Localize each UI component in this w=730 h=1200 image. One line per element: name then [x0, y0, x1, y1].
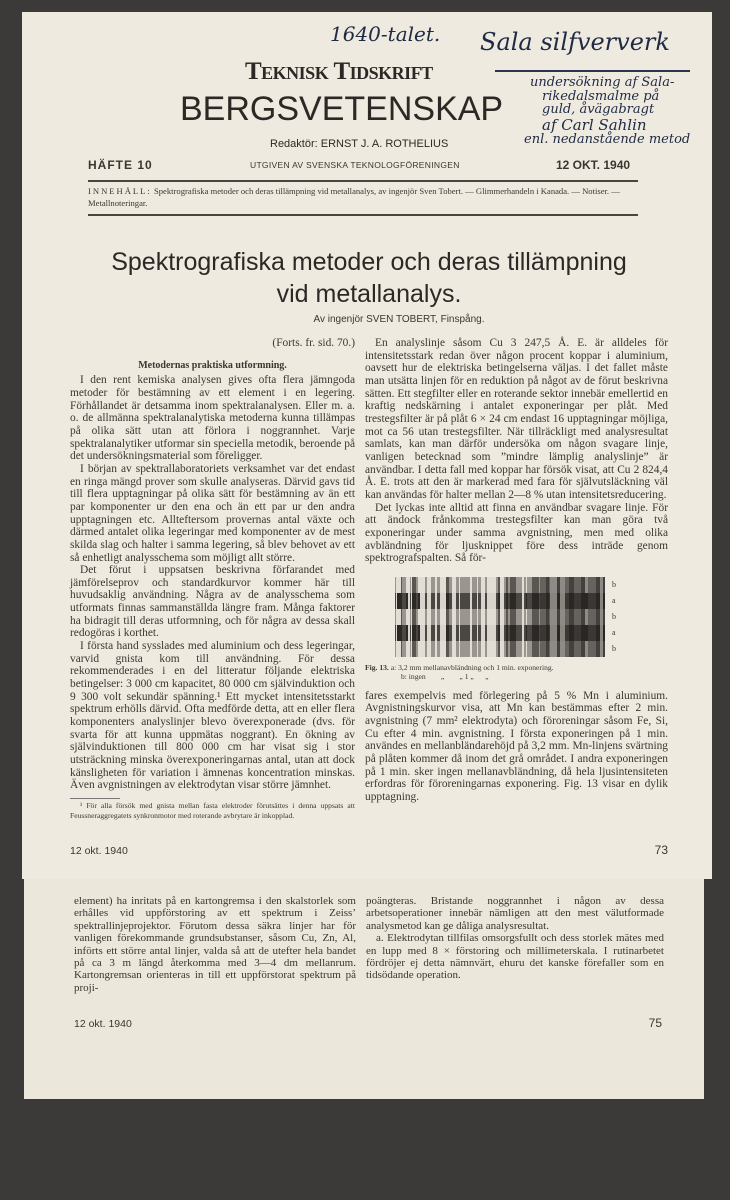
spectral-line: [488, 609, 493, 625]
spectral-line: [440, 625, 443, 641]
journal-title: Teknisk Tidskrift: [245, 58, 433, 85]
left-column: [70, 337, 355, 821]
spectral-line: [420, 641, 425, 657]
spectral-line: [488, 577, 493, 593]
spectral-line: [522, 625, 525, 641]
spectral-line: [412, 609, 413, 625]
spectral-line: [459, 609, 460, 625]
spectral-line: [488, 593, 493, 609]
paragraph: fares exempelvis med förlegering på 5 % Mn i aluminium. Avgnistningskurvor visa, att Mn kan bestämmas efter 2 min. avgnistning (7 mm² elektrodyta) och föroreningar såsom Fe, Si, Cu efter 4 min. avgnistning. I första exponeringen på 1 min. användes en mellanbländarehöjd på 3,2 mm. Mn-linjens svärtning på plåten kommer då inom det grå området. I andra exponeringen på 1 min. sker ingen mellanavbländning, då hela ljusintensiteten erfordras för föroreningarnas exponering. Fig. 13 visar en dylik upptagning.: [365, 689, 668, 804]
spectral-line: [406, 609, 408, 625]
main-page-sheet: [22, 222, 712, 879]
spectral-line: [440, 577, 443, 593]
spectral-line: [397, 625, 401, 641]
footnote-rule: [70, 798, 120, 799]
spectral-line: [440, 593, 443, 609]
spectral-line: [500, 625, 505, 641]
spectral-line: [427, 625, 431, 641]
lower-left-column: [74, 895, 356, 994]
spectral-line: [498, 641, 499, 657]
spectral-line: [488, 625, 493, 641]
spectral-line: [427, 641, 431, 657]
caption-label: Fig. 13.: [365, 662, 389, 672]
spectral-line: [420, 577, 425, 593]
spectral-line: [498, 593, 499, 609]
handwritten-underline: [495, 70, 690, 72]
footer-date: 12 okt. 1940: [70, 844, 128, 857]
page-number: 73: [654, 842, 668, 857]
lower-footer-date: 12 okt. 1940: [74, 1018, 132, 1031]
spectral-line: [406, 577, 408, 593]
handwritten-line: rikedalsmalme på: [542, 88, 660, 104]
spectral-line: [512, 577, 516, 593]
contents-block: [88, 185, 638, 209]
issue-date: 12 OKT. 1940: [556, 158, 631, 172]
spectral-line: [537, 577, 539, 593]
spectral-line: [522, 609, 525, 625]
paragraph: I början av spektrallaboratoriets verksamhet var det endast en ringa mängd prover som skulle analyseras. Därvid gavs tid till flera upptagningar på olika sätt för bestämning av än ett par komponenter ur den ena och än ett par ur den andra upptagningen etc. Allteftersom provernas antal växte och därmed antalet olika legeringar med komponenter av de mest skilda slag och halter i samma legering, så blev behovet av ett så enhetligt analysschema som möjligt allt större.: [70, 462, 355, 564]
spectral-line: [406, 593, 408, 609]
spectral-line: [420, 593, 425, 609]
spectral-line: [526, 641, 527, 657]
paragraph: element) ha inritats på en kartongremsa i den skalstorlek som erhålles vid uppförstoring av ett spektrum i Zeiss’ spektrallinjeprojektor. Förutom dessa säkra linjer har för vanligen förekommande grundsubstanser, såsom Cu, Zn, Al, införts ett större antal linjer, valda så att de utefter hela bandet på ca 3 m längd återkomma med 3—4 dm mellanrum. Kartongremsan orienteras in till ett uppförstorat spektrum på proji-: [74, 894, 356, 994]
spectral-line: [506, 609, 508, 625]
band-label: b: [612, 643, 616, 653]
lower-page-number: 75: [648, 1016, 662, 1031]
page-footer: [70, 843, 668, 857]
spectral-line: [443, 625, 445, 641]
spectral-line: [452, 609, 456, 625]
spectral-line: [498, 577, 499, 593]
spectral-line: [427, 577, 431, 593]
paragraph: poängteras. Bristande noggrannhet i någon av dessa arbetsoperationer innebär nämligen att den mest välutformade analysmetod kan ge dåliga analysresultat.: [366, 894, 664, 932]
spectrogram-figure: [395, 577, 605, 657]
handwritten-line: undersökning af Sala-: [530, 75, 675, 90]
spectral-line: [522, 577, 525, 593]
spectral-line: [500, 641, 505, 657]
spectral-line: [452, 625, 456, 641]
band-label: a: [612, 627, 616, 637]
spectral-line: [526, 593, 527, 609]
spectral-line: [459, 625, 460, 641]
contents-text: Spektrografiska metoder och deras tillämpning vid metallanalys, av ingenjör Sven Tobert. — Glimmerhandeln i Kanada. — Notiser. — Metallnoteringar.: [88, 186, 620, 208]
handwritten-line: enl. nedanstående metod: [524, 131, 691, 147]
continued-note: (Forts. fr. sid. 70.): [272, 337, 355, 349]
issue-number: HÄFTE 10: [88, 158, 153, 172]
spectral-line: [498, 609, 499, 625]
spectral-line: [500, 593, 505, 609]
editor-line: Redaktör: ERNST J. A. ROTHELIUS: [270, 138, 449, 150]
handwritten-note-title: Sala silfververk: [480, 28, 670, 56]
handwritten-note-period: 1640-talet.: [330, 22, 441, 46]
spectral-line: [470, 625, 471, 641]
lower-right-column: [366, 895, 664, 982]
spectral-line: [470, 577, 471, 593]
spectral-line: [470, 609, 471, 625]
spectral-line: [435, 625, 438, 641]
spectral-line: [482, 593, 485, 609]
figure: [395, 577, 635, 657]
spectral-line: [459, 641, 460, 657]
spectral-line: [406, 641, 408, 657]
band-label: a: [612, 595, 616, 605]
spectral-line: [506, 577, 508, 593]
spectral-line: [498, 625, 499, 641]
spectral-line: [488, 641, 493, 657]
spectral-line: [435, 577, 438, 593]
spectral-line: [435, 609, 438, 625]
spectral-line: [522, 593, 525, 609]
article-byline: Av ingenjör SVEN TOBERT, Finspång.: [313, 314, 485, 325]
spectral-line: [459, 577, 460, 593]
handwritten-line: af Carl Sahlin: [542, 115, 647, 134]
handwritten-note-description: [524, 75, 691, 147]
article-title-line1: Spektrografiska metoder och deras tillämpning: [111, 248, 627, 276]
handwritten-line: guld, åvägabragt: [542, 102, 655, 117]
spectral-line: [506, 641, 508, 657]
spectral-line: [440, 609, 443, 625]
spectral-line: [443, 609, 445, 625]
spectral-line: [470, 593, 471, 609]
paragraph: I den rent kemiska analysen gives ofta flera jämngoda metoder för bestämning av ett element i en legering. Förhållandet är detsamma inom spektralanalysen. Eller m. a. o. de allmänna spektralanalytiska metoderna kunna tillämpas på olika sätt utan att förlora i noggrannhet. Varje spektralanalytiker utformar sin speciella metodik, beroende på det undersökningsmaterial som föreligger.: [70, 374, 355, 463]
spectral-line: [537, 625, 539, 641]
spectral-line: [537, 593, 539, 609]
spectral-line: [512, 625, 516, 641]
lower-columns: [74, 895, 662, 994]
masthead-rule-bottom: [88, 214, 638, 216]
paragraph: En analyslinje såsom Cu 3 247,5 Å. E. är alldeles för intensitetsstark redan över någon procent koppar i aluminium, oavsett hur de elektriska betingelserna väljas. I det fallet måste man utsätta linjen för en reduktion på något av de förut beskrivna sätten. Ett stegfilter eller en roterande sektor innebär emellertid en kraftig nedskärning i antalet exponeringar per plåt. Med trestegsfilter är på plåt 6 × 24 cm endast 16 upptagningar möjliga, mot ca 56 utan trestegsfilter. När tillräckligt med analysresultat samlats, kan man därför undersöka om någon svagare linje, vanligen betecknad som ”mindre lämplig analyslinje” är användbar. I detta fall med koppar har försök visat, att Cu 2 824,4 Å. E. trots att den är markerad med fara för självutsläckning väl kan användas för halter mellan 2—8 % utan intensitetsreducering.: [365, 337, 668, 501]
spectral-line: [526, 625, 527, 641]
spectral-line: [397, 593, 401, 609]
lower-page-sheet: [24, 879, 704, 1099]
spectral-line: [427, 609, 431, 625]
paragraph: Det förut i uppsatsen beskrivna förfarandet med jämförelseprov och standardkurvor kommer här till huvudsaklig användning. Några av de analysschema som utformats finnas sammanställda längre fram. Många faktorer ha bidragit till deras utformning, och för några av dessa skall redogöras i korthet.: [70, 564, 355, 640]
spectral-line: [506, 625, 508, 641]
paragraph: I första hand sysslades med aluminium och dess legeringar, varvid gnista kom till användning. För dessa rekommenderades i en del litteratur följande elektriska betingelser: 3 000 cm kapacitet, 80 000 cm självinduktion och 9 300 volt sekundär spänning.¹ Ett mycket intensitetsstarkt spektrum erhölls därvid. Ofta medförde detta, att en eller flera komponenters analyslinjer blevo överexponerade (dvs. för svarta för att kunna uppmätas noggrant). En ökning av självinduktionen till 800 000 cm har visat sig i stor utsträckning minska överexponeringarnas antal, utan att dock känsligheten för variation i ämnenas koncentration minskas. Även avgnistningen av elektrodytan visar större jämnhet.: [70, 640, 355, 792]
spectral-line: [537, 641, 539, 657]
spectral-line: [427, 593, 431, 609]
spectral-line: [397, 641, 401, 657]
spectral-line: [477, 609, 479, 625]
spectral-line: [452, 577, 456, 593]
footnote: ¹ För alla försök med gnista mellan fasta elektroder förutsättes i denna uppsats att Feussneraggregatets synkronmotor med roterande avbrytare är inkopplad.: [70, 800, 355, 820]
article-columns: [70, 337, 668, 821]
spectral-line: [537, 609, 539, 625]
lower-page-footer: [74, 1008, 662, 1030]
band-label: b: [612, 611, 616, 621]
paragraph: Det lyckas inte alltid att finna en användbar svagare linje. För att ändock frånkomma trestegsfilter kan man göra två exponeringar under samma avgnistning, men med olika avbländning för ljusknippet före dess inträde genom spektrografspalten. Så för-: [365, 501, 668, 565]
article-title-line2: vid metallanalys.: [276, 280, 462, 308]
spectral-line: [477, 577, 479, 593]
section-title: BERGSVETENSKAP: [180, 90, 504, 128]
spectral-line: [526, 609, 527, 625]
spectral-line: [452, 593, 456, 609]
band-label: b: [612, 579, 616, 589]
spectral-line: [470, 641, 471, 657]
paragraph: a. Elektrodytan tillfilas omsorgsfullt och dess storlek mätes med en lupp med 8 × förstoring och millimeterskala. I rutinarbetet fördröjer ej detta nämnvärt, ehuru det kanske förefaller som en tidsödande operation.: [366, 932, 664, 982]
spectral-line: [482, 625, 485, 641]
spectral-line: [526, 577, 527, 593]
subheading: Metodernas praktiska utformning.: [138, 359, 287, 371]
spectral-line: [452, 641, 456, 657]
spectral-line: [459, 593, 460, 609]
spectral-line: [477, 625, 479, 641]
caption-b: b: ingen „ „ 1 „ „: [401, 672, 489, 682]
publisher-line: UTGIVEN AV SVENSKA TEKNOLOGFÖRENINGEN: [250, 160, 460, 170]
figure-caption: [365, 663, 668, 682]
spectral-line: [435, 641, 438, 657]
spectral-line: [412, 577, 413, 593]
spectral-line: [500, 609, 505, 625]
spectral-line: [522, 641, 525, 657]
spectral-line: [512, 609, 516, 625]
pages-flow: [22, 222, 712, 1099]
spectral-line: [482, 577, 485, 593]
spectral-line: [435, 593, 438, 609]
spectral-line: [443, 577, 445, 593]
spectral-line: [477, 641, 479, 657]
spectral-line: [406, 625, 408, 641]
spectral-line: [512, 593, 516, 609]
spectral-line: [440, 641, 443, 657]
spectral-line: [500, 577, 505, 593]
spectral-line: [482, 609, 485, 625]
spectral-line: [420, 609, 425, 625]
caption-a: a: 3,2 mm mellanavbländning och 1 min. exponering.: [390, 662, 554, 672]
spectral-line: [397, 577, 401, 593]
spectrum-dark-region: [540, 577, 605, 657]
spectral-line: [482, 641, 485, 657]
spectral-line: [443, 593, 445, 609]
spectral-line: [412, 593, 413, 609]
spectral-line: [506, 593, 508, 609]
contents-label: INNEHÅLL:: [88, 186, 152, 196]
spectral-line: [412, 641, 413, 657]
spectral-line: [477, 593, 479, 609]
spectral-line: [397, 609, 401, 625]
spectral-line: [420, 625, 425, 641]
spectral-line: [412, 625, 413, 641]
spectral-line: [512, 641, 516, 657]
right-column: [365, 337, 668, 804]
spectral-line: [443, 641, 445, 657]
masthead-rule-top: [88, 180, 638, 182]
